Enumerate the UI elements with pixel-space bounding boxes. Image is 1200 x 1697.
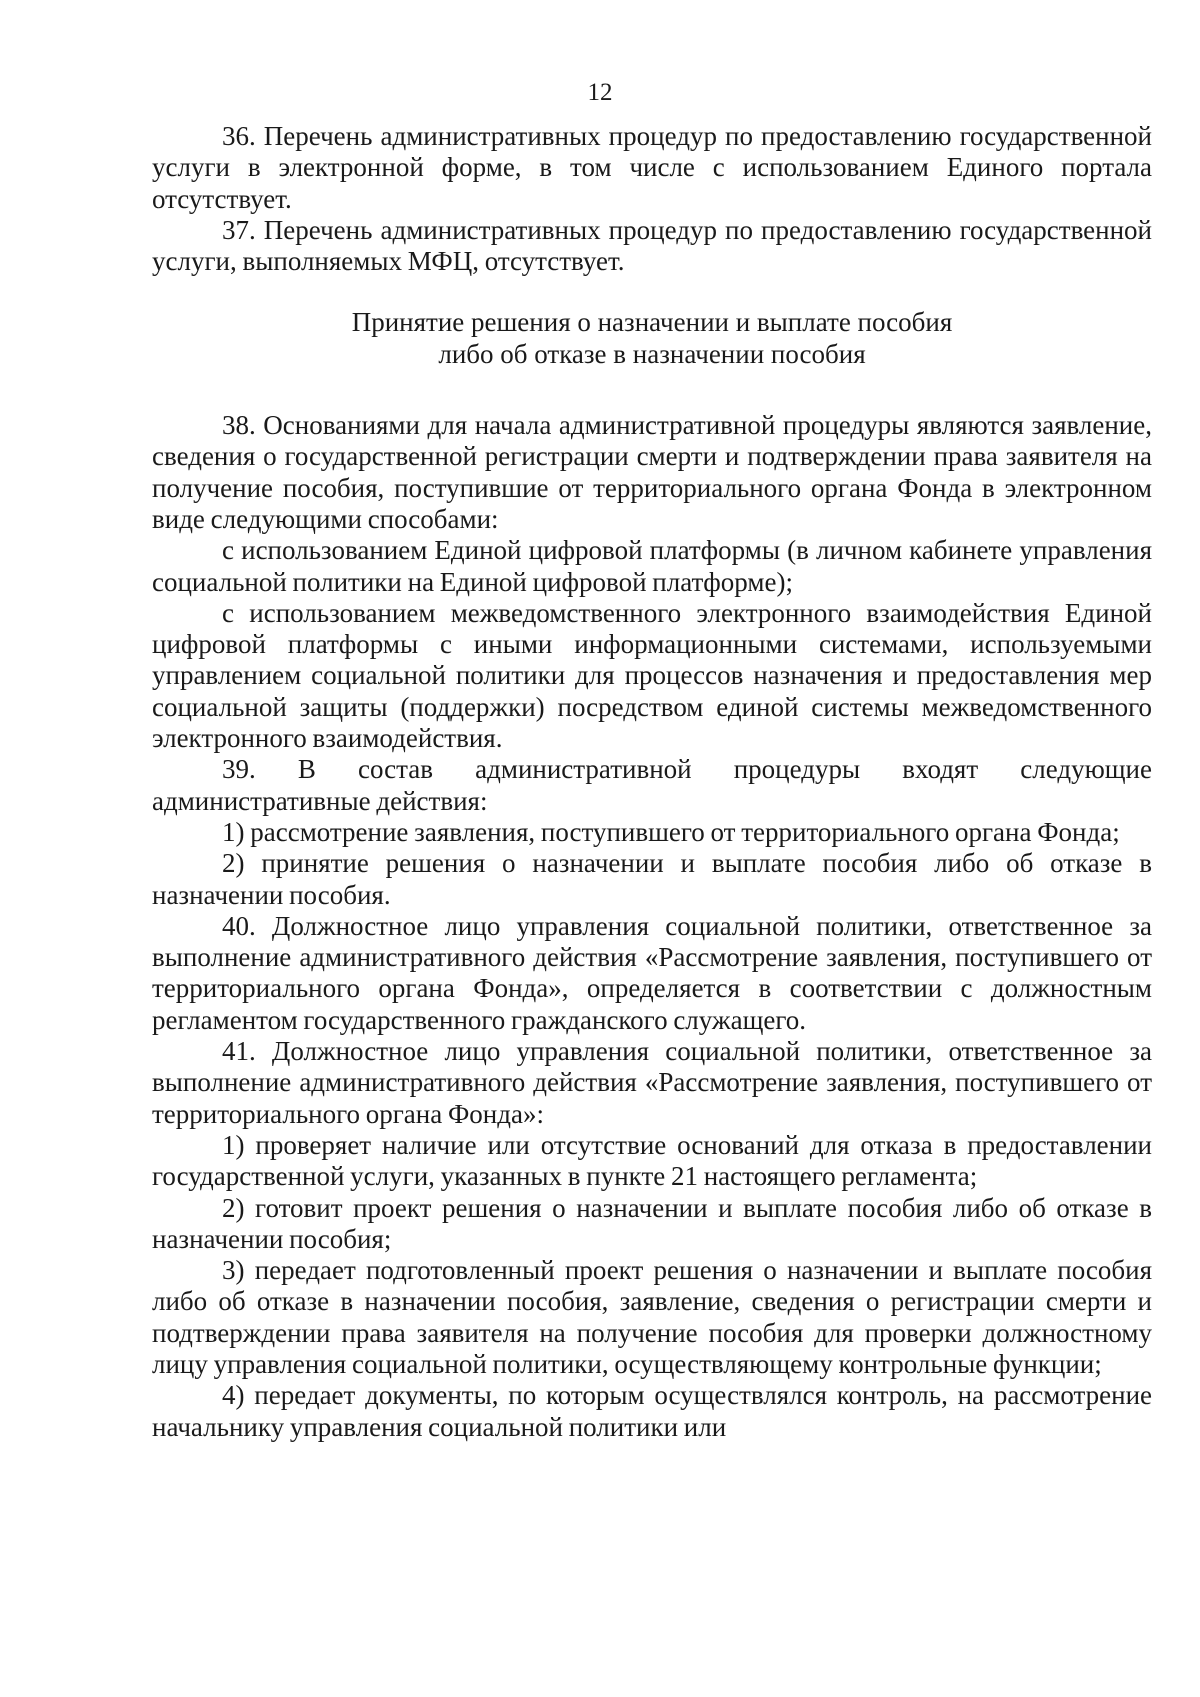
paragraph-41-item-2: 2) готовит проект решения о назначении и выплате пособия либо об отказе в назначении пособия; xyxy=(152,1192,1152,1254)
paragraph-37: 37. Перечень административных процедур по предоставлению государственной услуги, выполняемых МФЦ, отсутствует. xyxy=(152,214,1152,277)
document-body xyxy=(152,121,1152,1443)
paragraph-41: 41. Должностное лицо управления социальной политики, ответственное за выполнение административного действия «Рассмотрение заявления, поступившего от территориального органа Фонда»: xyxy=(152,1036,1152,1129)
paragraph-41-item-4: 4) передает документы, по которым осуществлялся контроль, на рассмотрение начальнику управления социальной политики или xyxy=(152,1380,1152,1442)
paragraph-38-method-1: с использованием Единой цифровой платформы (в личном кабинете управления социальной политики на Единой цифровой платформе); xyxy=(152,535,1152,597)
paragraph-41-item-1: 1) проверяет наличие или отсутствие оснований для отказа в предоставлении государственной услуги, указанных в пункте 21 настоящего регламента; xyxy=(152,1129,1152,1192)
paragraph-38: 38. Основаниями для начала административной процедуры являются заявление, сведения о государственной регистрации смерти и подтверждении права заявителя на получение пособия, поступившие от территориального органа Фонда в электронном виде следующими способами: xyxy=(152,410,1152,534)
paragraph-41-item-3: 3) передает подготовленный проект решения о назначении и выплате пособия либо об отказе в назначении пособия, заявление, сведения о регистрации смерти и подтверждении права заявителя на получение пособия для проверки должностному лицу управления социальной политики, осуществляющему контрольные функции; xyxy=(152,1255,1152,1379)
page-number: 12 xyxy=(587,79,613,106)
paragraph-40: 40. Должностное лицо управления социальной политики, ответственное за выполнение административного действия «Рассмотрение заявления, поступившего от территориального органа Фонда», определяется в соответствии с должностным регламентом государственного гражданского служащего. xyxy=(152,910,1152,1035)
paragraph-36: 36. Перечень административных процедур по предоставлению государственной услуги в электронной форме, в том числе с использованием Единого портала отсутствует. xyxy=(152,121,1152,214)
section-heading xyxy=(152,277,1152,410)
paragraph-39-item-1: 1) рассмотрение заявления, поступившего от территориального органа Фонда; xyxy=(222,816,1120,847)
section-heading-line-1: Принятие решения о назначении и выплате пособия xyxy=(351,307,953,338)
section-heading-line-2: либо об отказе в назначении пособия xyxy=(438,338,866,369)
paragraph-39: 39. В состав административной процедуры входят следующие административные действия: xyxy=(152,754,1152,816)
paragraph-39-item-2: 2) принятие решения о назначении и выплате пособия либо об отказе в назначении пособия. xyxy=(152,848,1152,910)
paragraph-38-method-2: с использованием межведомственного электронного взаимодействия Единой цифровой платформы с иными информационными системами, используемыми управлением социальной политики для процессов назначения и предоставления мер социальной защиты (поддержки) посредством единой системы межведомственного электронного взаимодействия. xyxy=(152,597,1152,754)
